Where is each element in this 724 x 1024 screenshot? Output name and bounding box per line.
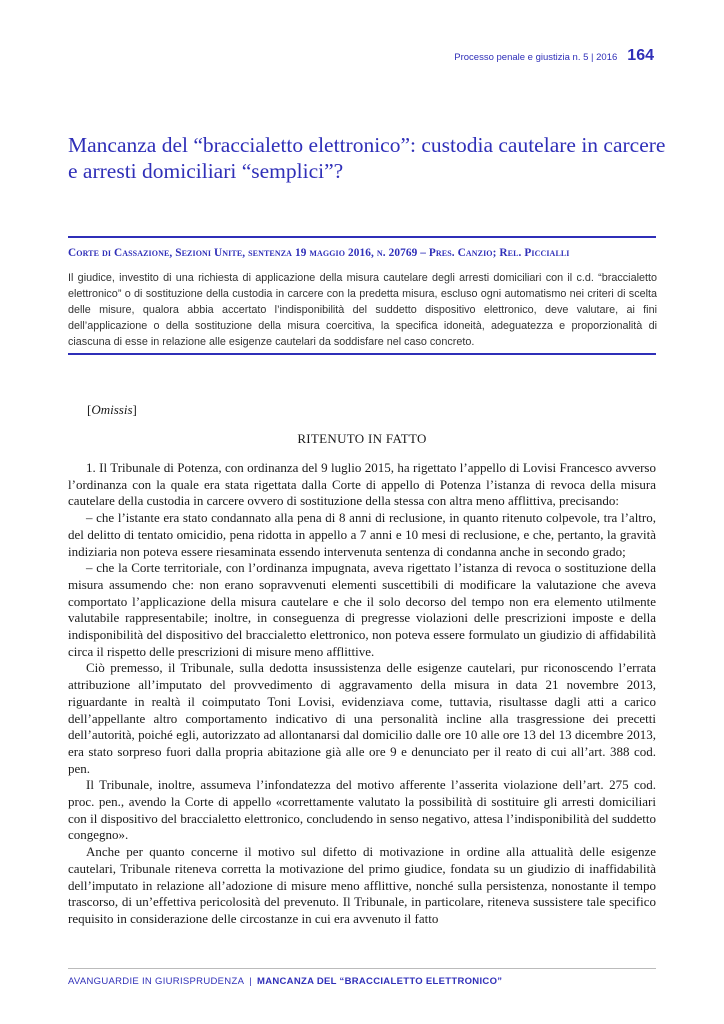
body-text (68, 460, 656, 928)
omissis-open-bracket: [ (87, 402, 92, 417)
running-footer (68, 976, 502, 987)
journal-name: Processo penale e giustizia n. 5 | 2016 (454, 52, 618, 63)
paragraph: 1. Il Tribunale di Potenza, con ordinanza del 9 luglio 2015, ha rigettato l’appello di Lovisi Francesco avverso l’ordinanza con la quale era stata rigettata dalla Corte di appello di Potenza l’istanza di revoca della misura cautelare della custodia in carcere ovvero di sostituzione della stessa con altra meno afflittiva, precisando: (68, 460, 656, 509)
case-citation: Corte di Cassazione, Sezioni Unite, sentenza 19 maggio 2016, n. 20769 – Pres. Canzio; Rel. Piccialli (68, 247, 570, 259)
omissis-close-bracket: ] (132, 402, 137, 417)
paragraph: Ciò premesso, il Tribunale, sulla dedotta insussistenza delle esigenze cautelari, pur riconoscendo l’errata attribuzione all’imputato del provvedimento di aggravamento della misura in data 21 novembre 2013, riguardante in realtà il coimputato Toni Lovisi, evidenziava come, tuttavia, risultasse dagli atti a carico dell’appellante altro comportamento indicativo di una personalità incline alla trasgressione dei precetti dell’autorità, poiché egli, autorizzato ad allontanarsi dal domicilio dalle ore 10 alle ore 13 del 13 dicembre 2013, era stato sorpreso fuori dalla propria abitazione già alle ore 9 e denunciato per il reato di cui all’art. 388 cod. pen. (68, 660, 656, 776)
omissis-label: Omissis (91, 402, 133, 417)
footer-section: AVANGUARDIE IN GIURISPRUDENZA (68, 976, 245, 987)
paragraph: – che l’istante era stato condannato alla pena di 8 anni di reclusione, in quanto ritenuto colpevole, tra l’altro, del delitto di tentato omicidio, pena ridotta in appello a 7 anni e 10 mesi di reclusione, e che, pertanto, la gravità indiziaria non poteva essere riesaminata essendo intervenuta sentenza di condanna anche in secondo grado; (68, 510, 656, 559)
paragraph: Anche per quanto concerne il motivo sul difetto di motivazione in ordine alla attualità delle esigenze cautelari, Tribunale riteneva corretta la motivazione del primo giudice, fondata su un giudizio di inaffidabilità dell’imputato in relazione all’adozione di misure meno afflittive, nonché sulla persistenza, nonostante il tempo trascorso, di un’effettiva pericolosità del prevenuto. Il Tribunale, in particolare, riteneva sussistere tale specifico requisito in considerazione delle circostanze in cui era avvenuto il fatto (68, 844, 656, 926)
top-divider (68, 236, 656, 238)
footer-divider (68, 968, 656, 969)
paragraph: Il Tribunale, inoltre, assumeva l’infondatezza del motivo afferente l’asserita violazione dell’art. 275 cod. proc. pen., avendo la Corte di appello «correttamente valutato la possibilità di sostituire gli arresti domiciliari con il dispositivo del braccialetto elettronico, concludendo in senso negativo, attesa l’indisponibilità del suddetto congegno». (68, 777, 656, 843)
paragraph: – che la Corte territoriale, con l’ordinanza impugnata, aveva rigettato l’istanza di revoca o sostituzione della misura assumendo che: non erano sopravvenuti elementi suscettibili di modificare la valutazione che aveva comportato l’applicazione della misura cautelare e che il solo decorso del tempo non era elemento utilmente valutabile rappresentabile; inoltre, in conseguenza di pregresse violazioni delle prescrizioni imposte e della indisponibilità del dispositivo del braccialetto elettronico, non poteva essere formulato un giudizio di affidabilità circa il rispetto delle prescrizioni di misure meno afflittive. (68, 560, 656, 659)
footer-article-title: MANCANZA DEL “BRACCIALETTO ELETTRONICO” (256, 976, 503, 987)
section-heading: RITENUTO IN FATTO (297, 431, 427, 446)
omissis-note (87, 402, 137, 418)
page-number: 164 (627, 47, 654, 64)
abstract: Il giudice, investito di una richiesta di applicazione della misura cautelare degli arresti domiciliari con il c.d. “braccialetto elettronico” o di sostituzione della custodia in carcere con la predetta misura, escluso ogni automatismo nei criteri di scelta delle misure, qualora abbia accertato l’indisponibilità del suddetto dispositivo elettronico, deve valutare, ai fini dell’applicazione o della sostituzione della misura coercitiva, la specifica idoneità, adeguatezza e proporzionalità di ciascuna di esse in relazione alle esigenze cautelari da soddisfare nel caso concreto. (68, 272, 657, 348)
running-header (454, 47, 654, 65)
abstract-divider (68, 353, 656, 355)
article-title: Mancanza del “braccialetto elettronico”: custodia cautelare in carcere e arresti domiciliari “semplici”? (68, 133, 666, 183)
footer-separator: | (249, 976, 252, 987)
